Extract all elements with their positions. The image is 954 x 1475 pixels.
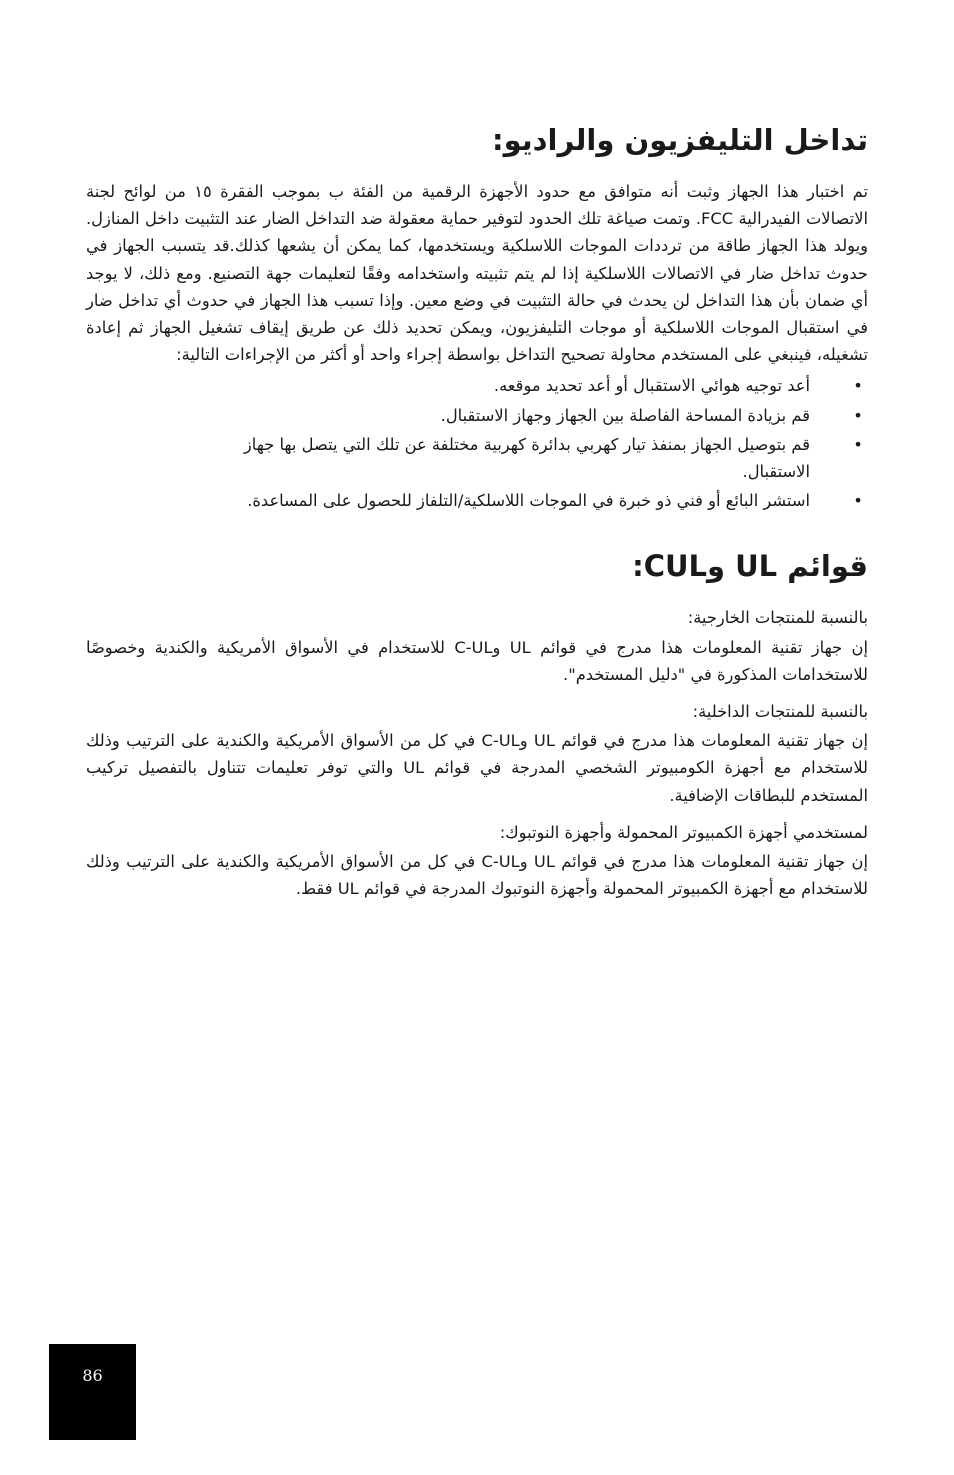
page-number: 86	[82, 1366, 103, 1385]
bullet-icon: •	[853, 405, 863, 425]
internal-products-text: إن جهاز تقنية المعلومات هذا مدرج في قوائم UL وC-UL في كل من الأسواق الأمريكية والكندية على الترتيب وذلك للاستخدام مع أجهزة الكومبيوتر الشخصي المدرجة في قوائم UL والتي توفر تعليمات تتناول بالتفصيل تركيب المستخدم للبطاقات الإضافية.	[86, 731, 868, 805]
ul-cul-listings-heading: قوائم UL وCUL:	[632, 549, 868, 584]
fcc-paragraph: تم اختبار هذا الجهاز وثبت أنه متوافق مع حدود الأجهزة الرقمية من الفئة ب بموجب الفقرة ١٥ من لوائح لجنة الاتصالات الفيدرالية FCC. وتمت صياغة تلك الحدود لتوفير حماية معقولة ضد التداخل الضار عند التثبيت داخل المنازل. ويولد هذا الجهاز طاقة من ترددات الموجات اللاسلكية ويستخدمها، كما يمكن أن يشعها كذلك.قد يتسبب الجهاز في حدوث تداخل ضار في الاتصالات اللاسلكية إذا لم يتم تثبيته واستخدامه وفقًا لتعليمات جهة التصنيع. ومع ذلك، لا يوجد أي ضمان بأن هذا التداخل لن يحدث في حالة التثبيت في وضع معين. وإذا تسبب هذا الجهاز في حدوث أي تداخل ضار في استقبال الموجات اللاسلكية أو موجات التليفزيون، ويمكن تحديد ذلك عن طريق إيقاف تشغيل الجهاز ثم إعادة تشغيله، فينبغي على المستخدم محاولة تصحيح التداخل بواسطة إجراء واحد أو أكثر من الإجراءات التالية:	[86, 182, 868, 365]
list-item	[200, 402, 863, 429]
list-item-text: قم بزيادة المساحة الفاصلة بين الجهاز وجهاز الاستقبال.	[440, 405, 810, 425]
external-products-label: بالنسبة للمنتجات الخارجية:	[687, 608, 868, 628]
list-item	[200, 487, 863, 514]
tv-radio-interference-heading: تداخل التليفزيون والراديو:	[491, 123, 868, 157]
bullet-icon: •	[853, 434, 863, 454]
list-item	[200, 372, 863, 399]
notebook-users-text: إن جهاز تقنية المعلومات هذا مدرج في قوائم UL وC-UL في كل من الأسواق الأمريكية والكندية على الترتيب وذلك للاستخدام مع أجهزة الكمبيوتر المحمولة وأجهزة النوتبوك المدرجة في قوائم UL فقط.	[86, 852, 868, 899]
notebook-users-label: لمستخدمي أجهزة الكمبيوتر المحمولة وأجهزة النوتبوك:	[499, 822, 868, 842]
list-item-text: أعد توجيه هوائي الاستقبال أو أعد تحديد موقعه.	[493, 376, 810, 396]
list-item-text: استشر البائع أو فني ذو خبرة في الموجات اللاسلكية/التلفاز للحصول على المساعدة.	[247, 491, 810, 511]
internal-products-label: بالنسبة للمنتجات الداخلية:	[692, 702, 868, 722]
external-products-text: إن جهاز تقنية المعلومات هذا مدرج في قوائم UL وC-UL للاستخدام في الأسواق الأمريكية والكندية وخصوصًا للاستخدامات المذكورة في "دليل المستخدم".	[86, 637, 869, 684]
list-item	[200, 431, 863, 485]
page-content	[86, 118, 868, 902]
list-item-text: قم بتوصيل الجهاز بمنفذ تيار كهربي بدائرة كهربية مختلفة عن تلك التي يتصل بها جهاز الاستقبال.	[243, 434, 810, 482]
interference-measures-list	[86, 372, 868, 514]
bullet-icon: •	[853, 376, 863, 396]
page-number-box	[49, 1344, 136, 1440]
bullet-icon: •	[853, 491, 863, 511]
